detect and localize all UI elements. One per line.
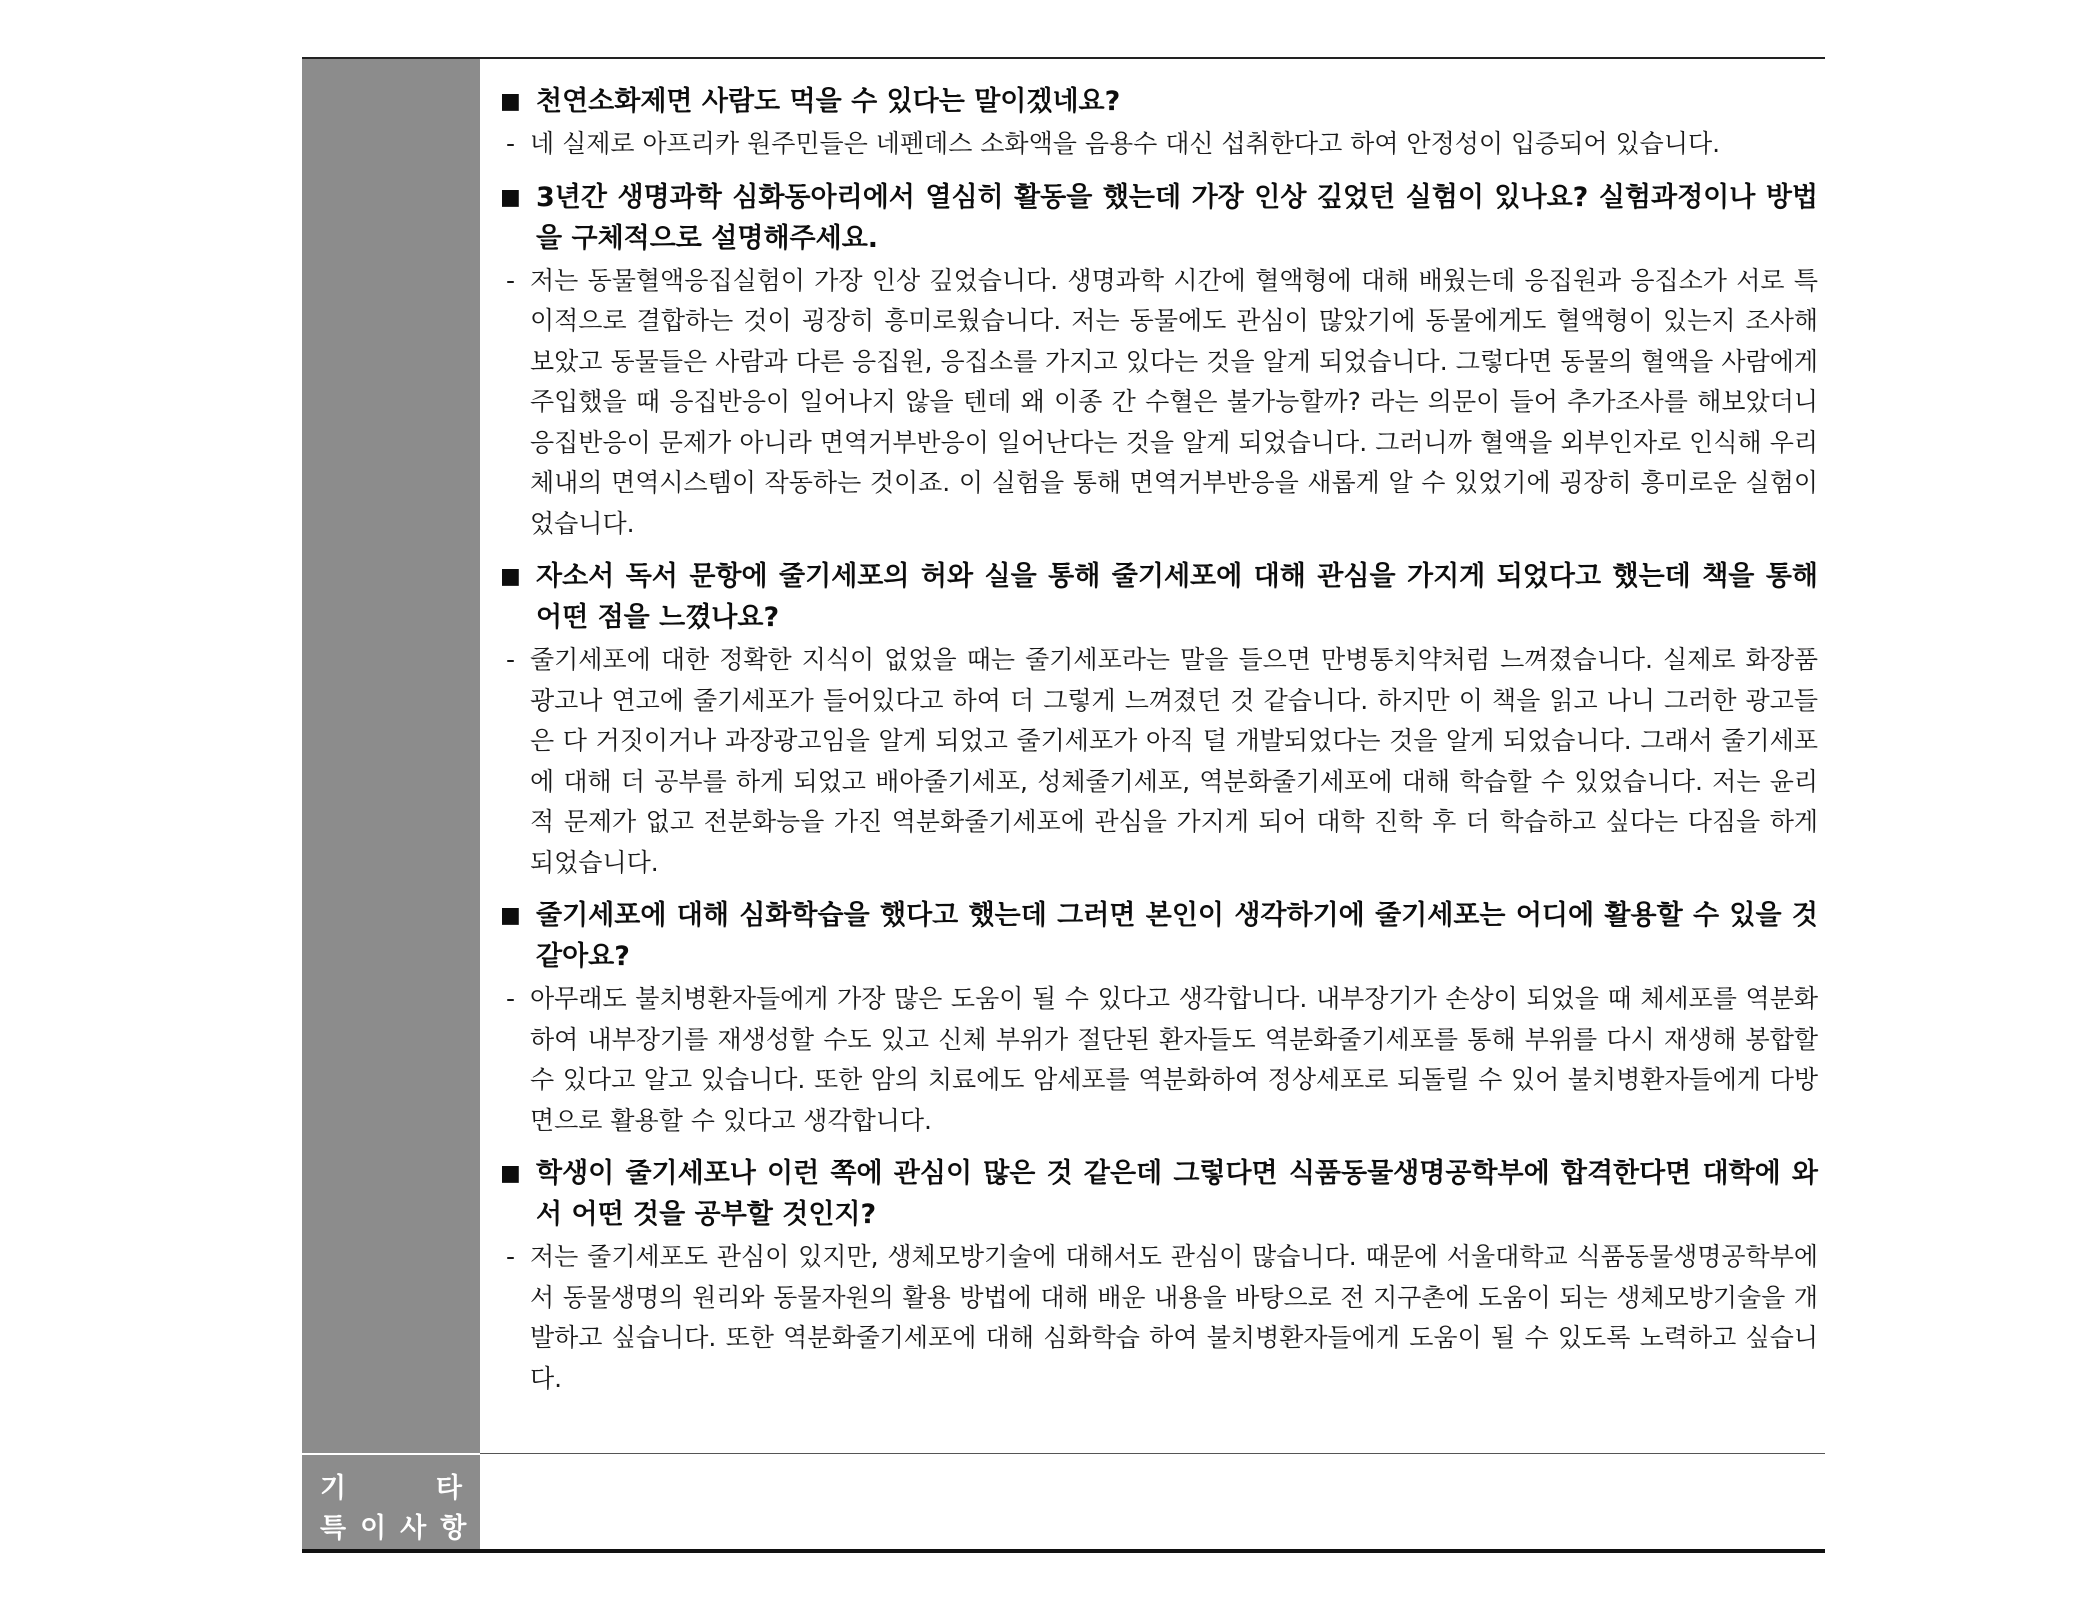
square-bullet-icon: ■ (500, 184, 521, 210)
qa-item (500, 177, 1818, 545)
answer-text: 저는 줄기세포도 관심이 있지만, 생체모방기술에 대해서도 관심이 많습니다. 때문에 서울대학교 식품동물생명공학부에서 동물생명의 원리와 동물자원의 활용 방법에 대해 배운 내용을 바탕으로 전 지구촌에 도움이 되는 생체모방기술을 개발하고 싶습니다. 또한 역분화줄기세포에 대해 심화학습 하여 불치병환자들에게 도움이 될 수 있도록 노력하고 싶습니다. (530, 1242, 1818, 1393)
qa-list (500, 81, 1818, 1411)
question-text: 줄기세포에 대해 심화학습을 했다고 했는데 그러면 본인이 생각하기에 줄기세포는 어디에 활용할 수 있을 것 같아요? (536, 900, 1818, 972)
answer-dash: - (506, 645, 516, 674)
question-text: 자소서 독서 문항에 줄기세포의 허와 실을 통해 줄기세포에 대해 관심을 가지게 되었다고 했는데 책을 통해 어떤 점을 느꼈나요? (536, 561, 1818, 633)
qa-item (500, 556, 1818, 883)
answer (500, 124, 1818, 165)
label-char-ta: 타 (435, 1473, 462, 1504)
question (500, 81, 1818, 122)
answer-dash: - (506, 984, 516, 1013)
question-text: 학생이 줄기세포나 이런 쪽에 관심이 많은 것 같은데 그렇다면 식품동물생명공학부에 합격한다면 대학에 와서 어떤 것을 공부할 것인지? (536, 1158, 1818, 1230)
qa-item (500, 81, 1818, 165)
answer-dash: - (506, 129, 516, 158)
other-notes-label (320, 1469, 481, 1549)
answer-dash: - (506, 265, 516, 295)
other-notes-label-line2: 특이사항 (320, 1513, 481, 1544)
qa-item (500, 1153, 1818, 1399)
square-bullet-icon: ■ (500, 564, 521, 589)
question (500, 895, 1818, 977)
answer-dash: - (506, 1242, 516, 1271)
answer-text: 아무래도 불치병환자들에게 가장 많은 도움이 될 수 있다고 생각합니다. 내부장기가 손상이 되었을 때 체세포를 역분화하여 내부장기를 재생성할 수도 있고 신체 부위가 절단된 환자들도 역분화줄기세포를 통해 부위를 다시 재생해 봉합할 수 있다고 알고 있습니다. 또한 암의 치료에도 암세포를 역분화하여 정상세포로 되돌릴 수 있어 불치병환자들에게 다방면으로 활용할 수 있다고 생각합니다. (530, 984, 1818, 1135)
square-bullet-icon: ■ (500, 1161, 521, 1186)
answer (500, 640, 1818, 883)
answer (500, 1237, 1818, 1399)
row-divider (480, 1453, 1825, 1454)
question (500, 556, 1818, 638)
answer-text: 저는 동물혈액응집실험이 가장 인상 깊었습니다. 생명과학 시간에 혈액형에 대해 배웠는데 응집원과 응집소가 서로 특이적으로 결합하는 것이 굉장히 흥미로웠습니다. 저는 동물에도 관심이 많았기에 동물에게도 혈액형이 있는지 조사해 보았고 동물들은 사람과 다른 응집원, 응집소를 가지고 있다는 것을 알게 되었습니다. 그렇다면 동물의 혈액을 사람에게 주입했을 때 응집반응이 일어나지 않을 텐데 왜 이종 간 수혈은 불가능할까? 라는 의문이 들어 추가조사를 해보았더니 응집반응이 문제가 아니라 면역거부반응이 일어난다는 것을 알게 되었습니다. 그러니까 혈액을 외부인자로 인식해 우리 체내의 면역시스템이 작동하는 것이죠. 이 실험을 통해 면역거부반응을 새롭게 알 수 있었기에 굉장히 흥미로운 실험이었습니다. (530, 265, 1818, 538)
answer-text: 네 실제로 아프리카 원주민들은 네펜데스 소화액을 음용수 대신 섭취한다고 하여 안정성이 입증되어 있습니다. (530, 129, 1721, 158)
answer (500, 979, 1818, 1141)
side-column (302, 59, 480, 1549)
label-char-gi: 기 (320, 1473, 347, 1504)
bottom-rule (302, 1549, 1825, 1553)
content-column (480, 59, 1825, 1549)
other-notes-label-line1 (320, 1469, 470, 1509)
question-text: 3년간 생명과학 심화동아리에서 열심히 활동을 했는데 가장 인상 깊었던 실험이 있나요? 실험과정이나 방법을 구체적으로 설명해주세요. (536, 181, 1818, 254)
answer-text: 줄기세포에 대한 정확한 지식이 없었을 때는 줄기세포라는 말을 들으면 만병통치약처럼 느껴졌습니다. 실제로 화장품 광고나 연고에 줄기세포가 들어있다고 하여 더 그렇게 느껴졌던 것 같습니다. 하지만 이 책을 읽고 나니 그러한 광고들은 다 거짓이거나 과장광고임을 알게 되었고 줄기세포가 아직 덜 개발되었다는 것을 알게 되었습니다. 그래서 줄기세포에 대해 더 공부를 하게 되었고 배아줄기세포, 성체줄기세포, 역분화줄기세포에 대해 학습할 수 있었습니다. 저는 윤리적 문제가 없고 전분화능을 가진 역분화줄기세포에 관심을 가지게 되어 대학 진학 후 더 학습하고 싶다는 다짐을 하게 되었습니다. (530, 645, 1818, 877)
question (500, 1153, 1818, 1235)
question (500, 177, 1818, 259)
side-divider (302, 1453, 480, 1455)
qa-item (500, 895, 1818, 1141)
square-bullet-icon: ■ (500, 903, 521, 928)
record-sheet (302, 57, 1825, 1553)
square-bullet-icon: ■ (500, 89, 521, 114)
question-text: 천연소화제면 사람도 먹을 수 있다는 말이겠네요? (536, 86, 1121, 117)
answer (500, 261, 1818, 545)
